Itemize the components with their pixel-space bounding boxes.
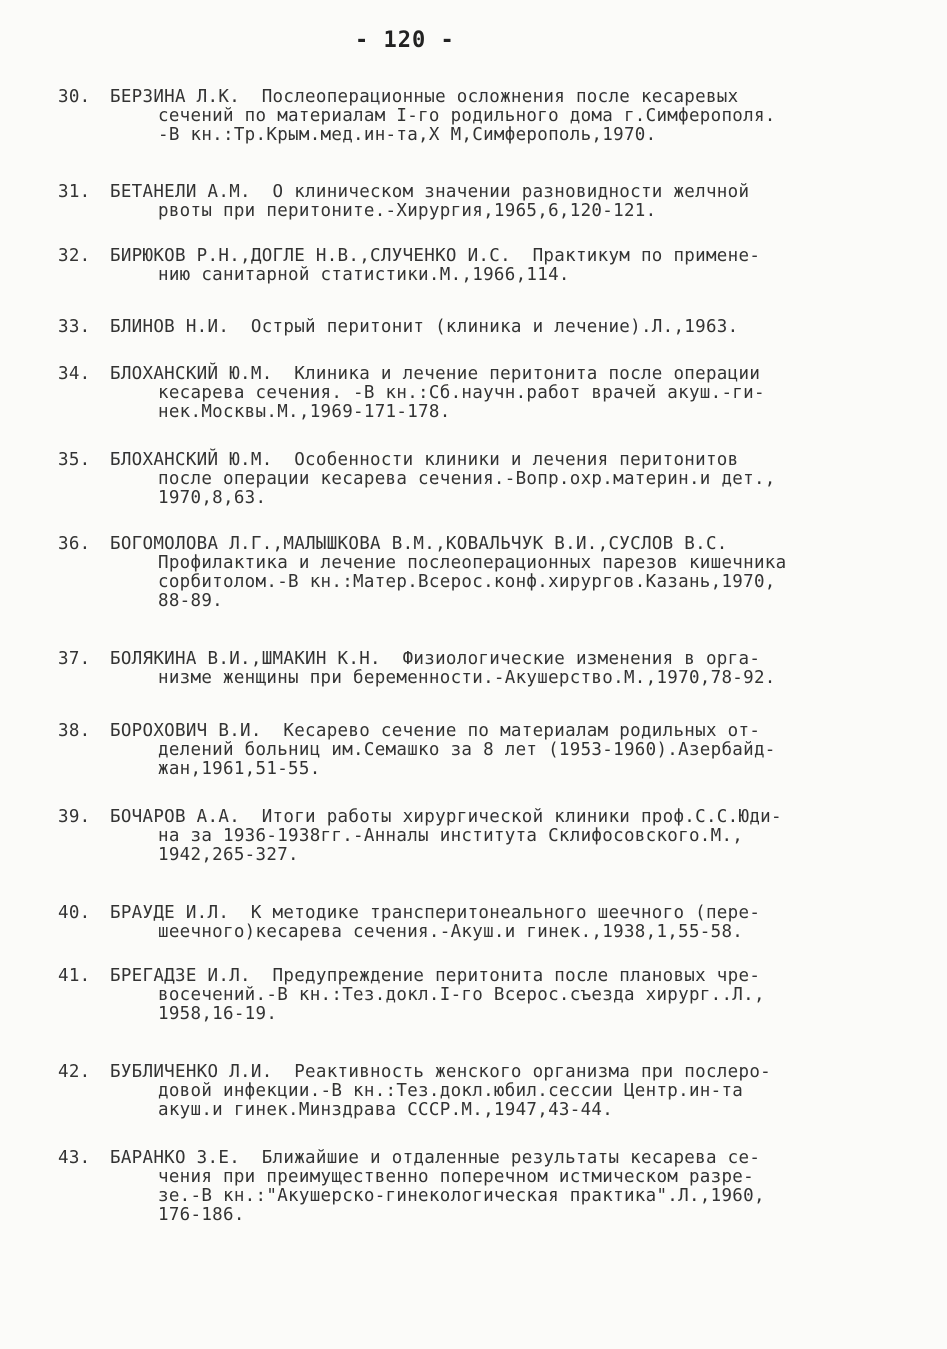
entry-line: после операции кесарева сечения.-Вопр.охр.материн.и дет., <box>158 469 776 489</box>
entry-line: восечений.-В кн.:Тез.докл.I-го Всерос.съезда хирург..Л., <box>158 985 765 1005</box>
entry-line: БЛИНОВ Н.И. Острый перитонит (клиника и лечение).Л.,1963. <box>110 317 739 337</box>
bibliography-entry <box>58 967 908 1024</box>
entry-line: 88-89. <box>158 591 224 611</box>
bibliography-entry <box>58 904 908 942</box>
entry-line: БОЛЯКИНА В.И.,ШМАКИН К.Н. Физиологические изменения в орга- <box>110 649 761 669</box>
entry-line: Профилактика и лечение послеоперационных парезов кишечника <box>158 553 787 573</box>
entry-number: 36. <box>58 534 91 554</box>
entry-line: делений больниц им.Семашко за 8 лет (1953-1960).Азербайд- <box>158 740 776 760</box>
bibliography-entry <box>58 722 908 779</box>
entry-line: акуш.и гинек.Минздрава СССР.М.,1947,43-44. <box>158 1100 614 1120</box>
entry-line: БЕРЗИНА Л.К. Послеоперационные осложнения после кесаревых <box>110 87 739 107</box>
entry-line: БОЧАРОВ А.А. Итоги работы хирургической клиники проф.С.С.Юди- <box>110 807 782 827</box>
entry-line: сорбитолом.-В кн.:Матер.Всерос.конф.хирургов.Казань,1970, <box>158 572 776 592</box>
bibliography-entry <box>58 247 908 285</box>
bibliography-entry <box>58 650 908 688</box>
bibliography-entry <box>58 88 908 145</box>
bibliography-entry <box>58 535 908 611</box>
entry-line: нию санитарной статистики.М.,1966,114. <box>158 265 570 285</box>
entry-line: БАРАНКО З.Е. Ближайшие и отдаленные результаты кесарева се- <box>110 1148 761 1168</box>
entry-line: довой инфекции.-В кн.:Тез.докл.юбил.сессии Центр.ин-та <box>158 1081 744 1101</box>
entry-line: БЕТАНЕЛИ А.М. О клиническом значении разновидности желчной <box>110 182 750 202</box>
entry-number: 31. <box>58 182 91 202</box>
bibliography-entry <box>58 318 908 337</box>
entry-number: 35. <box>58 450 91 470</box>
entry-number: 34. <box>58 364 91 384</box>
entry-line: -В кн.:Тр.Крым.мед.ин-та,Х М,Симферополь,1970. <box>158 125 657 145</box>
entry-line: БЛОХАНСКИЙ Ю.М. Особенности клиники и лечения перитонитов <box>110 450 739 470</box>
bibliography-entry <box>58 365 908 422</box>
entry-line: 176-186. <box>158 1205 245 1225</box>
entry-line: БОРОХОВИЧ В.И. Кесарево сечение по материалам родильных от- <box>110 721 761 741</box>
entry-line: рвоты при перитоните.-Хирургия,1965,6,120-121. <box>158 201 657 221</box>
entry-line: чения при преимущественно поперечном истмическом разре- <box>158 1167 754 1187</box>
bibliography-entry <box>58 183 908 221</box>
entry-number: 32. <box>58 246 91 266</box>
entry-number: 30. <box>58 87 91 107</box>
entry-line: БУБЛИЧЕНКО Л.И. Реактивность женского организма при послеро- <box>110 1062 771 1082</box>
entry-number: 33. <box>58 317 91 337</box>
entry-line: шеечного)кесарева сечения.-Акуш.и гинек.,1938,1,55-58. <box>158 922 744 942</box>
entry-line: БРАУДЕ И.Л. К методике трансперитонеального шеечного (пере- <box>110 903 761 923</box>
bibliography-entry <box>58 451 908 508</box>
entry-number: 41. <box>58 966 91 986</box>
entry-number: 43. <box>58 1148 91 1168</box>
entry-line: БРЕГАДЗЕ И.Л. Предупреждение перитонита после плановых чре- <box>110 966 761 986</box>
page-number: - 120 - <box>355 28 455 53</box>
bibliography-entry <box>58 1149 908 1225</box>
bibliography-entry <box>58 808 908 865</box>
entry-line: БИРЮКОВ Р.Н.,ДОГЛЕ Н.В.,СЛУЧЕНКО И.С. Практикум по примене- <box>110 246 761 266</box>
entry-number: 37. <box>58 649 91 669</box>
entry-number: 39. <box>58 807 91 827</box>
entry-number: 40. <box>58 903 91 923</box>
entry-line: зе.-В кн.:"Акушерско-гинекологическая практика".Л.,1960, <box>158 1186 765 1206</box>
entry-line: 1970,8,63. <box>158 488 267 508</box>
entry-line: 1958,16-19. <box>158 1004 278 1024</box>
entry-line: низме женщины при беременности.-Акушерство.М.,1970,78-92. <box>158 668 776 688</box>
entry-line: нек.Москвы.М.,1969-171-178. <box>158 402 451 422</box>
entry-line: сечений по материалам I-го родильного дома г.Симферополя. <box>158 106 776 126</box>
entry-line: на за 1936-1938гг.-Анналы института Склифосовского.М., <box>158 826 744 846</box>
entry-line: кесарева сечения. -В кн.:Сб.научн.работ врачей акуш.-ги- <box>158 383 765 403</box>
bibliography-entry <box>58 1063 908 1120</box>
entry-line: жан,1961,51-55. <box>158 759 321 779</box>
entry-line: БОГОМОЛОВА Л.Г.,МАЛЫШКОВА В.М.,КОВАЛЬЧУК В.И.,СУСЛОВ В.С. <box>110 534 728 554</box>
entry-line: БЛОХАНСКИЙ Ю.М. Клиника и лечение перитонита после операции <box>110 364 761 384</box>
entry-number: 42. <box>58 1062 91 1082</box>
entry-number: 38. <box>58 721 91 741</box>
entry-line: 1942,265-327. <box>158 845 299 865</box>
